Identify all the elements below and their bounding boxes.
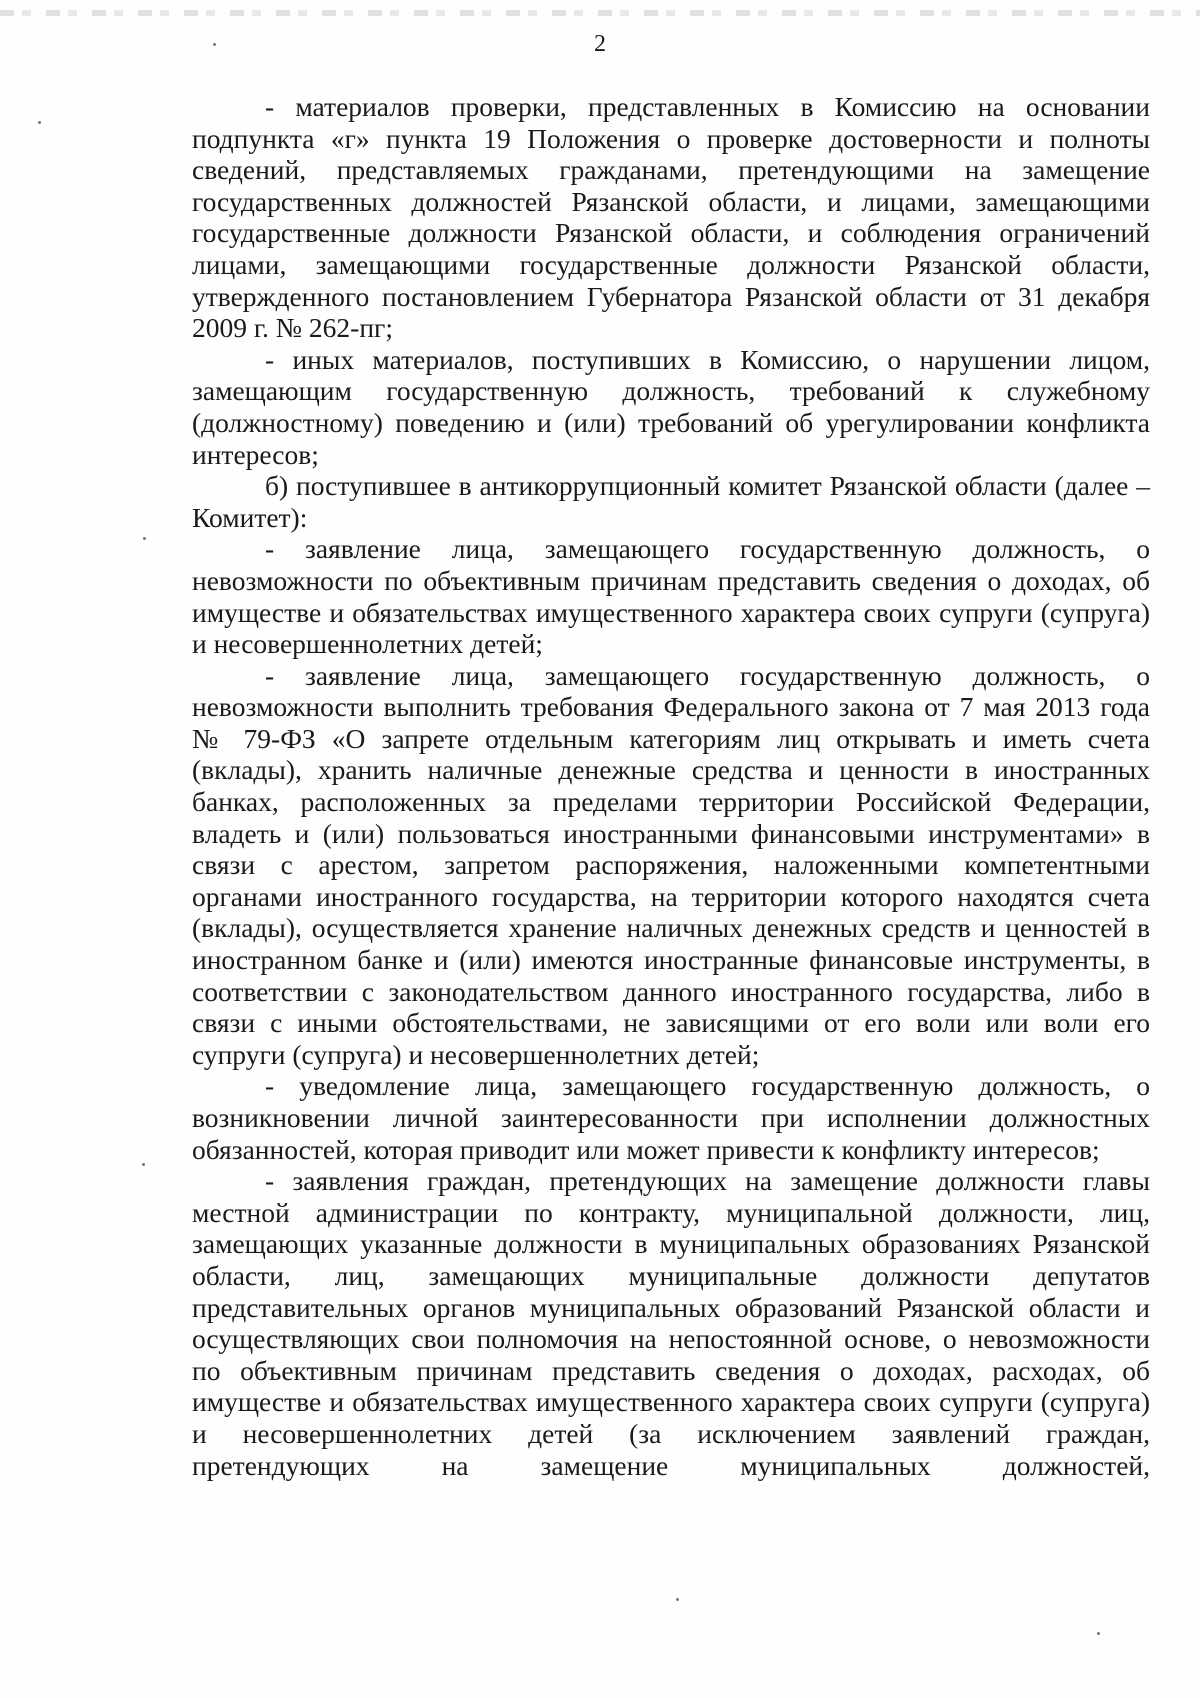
paragraph-other-materials: - иных материалов, поступивших в Комиссию, о нарушении лицом, замещающим государственную должность, требований к служебному (должностному) поведению и (или) требований об урегулировании конфликта интересов; [192,343,1150,470]
scan-speck [38,121,41,124]
document-body [192,91,1150,1481]
paragraph-verification-materials: - материалов проверки, представленных в Комиссию на основании подпункта «г» пункта 19 Положения о проверке достоверности и полноты сведений, представляемых гражданами, претендующими на замещение государственных должностей Рязанской области, и лицами, замещающими государственные должности Рязанской области, и соблюдения ограничений лицами, замещающими государственные должности Рязанской области, утвержденного постановлением Губернатора Рязанской области от 31 декабря 2009 г. № 262-пг; [192,91,1150,344]
scan-speck [213,43,216,46]
scan-edge-artifact [0,10,1200,16]
paragraph-statement-foreign-accounts: - заявление лица, замещающего государственную должность, о невозможности выполнить требования Федерального закона от 7 мая 2013 года № 79-ФЗ «О запрете отдельным категориям лиц открывать и иметь счета (вклады), хранить наличные денежные средства и ценности в иностранных банках, расположенных за пределами территории Российской Федерации, владеть и (или) пользоваться иностранными финансовыми инструментами» в связи с арестом, запретом распоряжения, наложенными компетентными органами иностранного государства, на территории которого находятся счета (вклады), осуществляется хранение наличных денежных средств и ценностей в иностранном банке и (или) имеются иностранные финансовые инструменты, в соответствии с законодательством данного иностранного государства, либо в связи с иными обстоятельствами, не зависящими от его воли или воли его супруги (супруга) и несовершеннолетних детей; [192,659,1150,1070]
scan-speck [142,1163,145,1166]
paragraph-statement-income: - заявление лица, замещающего государственную должность, о невозможности по объективным причинам представить сведения о доходах, об имуществе и обязательствах имущественного характера своих супруги (супруга) и несовершеннолетних детей; [192,533,1150,660]
scan-speck [676,1598,679,1601]
page-number: 2 [594,31,606,57]
scan-speck [143,537,146,540]
paragraph-citizens-statements: - заявления граждан, претендующих на замещение должности главы местной администрации по контракту, муниципальной должности, лиц, замещающих указанные должности в муниципальных образованиях Рязанской области, лиц, замещающих муниципальные должности депутатов представительных органов муниципальных образований Рязанской области и осуществляющих свои полномочия на непостоянной основе, о невозможности по объективным причинам представить сведения о доходах, расходах, об имуществе и обязательствах имущественного характера своих супруги (супруга) и несовершеннолетних детей (за исключением заявлений граждан, претендующих на замещение муниципальных должностей, [192,1165,1150,1481]
scan-speck [1097,1632,1100,1635]
paragraph-item-b: б) поступившее в антикоррупционный комитет Рязанской области (далее – Комитет): [192,470,1150,533]
paragraph-notification-conflict: - уведомление лица, замещающего государственную должность, о возникновении личной заинтересованности при исполнении должностных обязанностей, которая приводит или может привести к конфликту интересов; [192,1070,1150,1165]
